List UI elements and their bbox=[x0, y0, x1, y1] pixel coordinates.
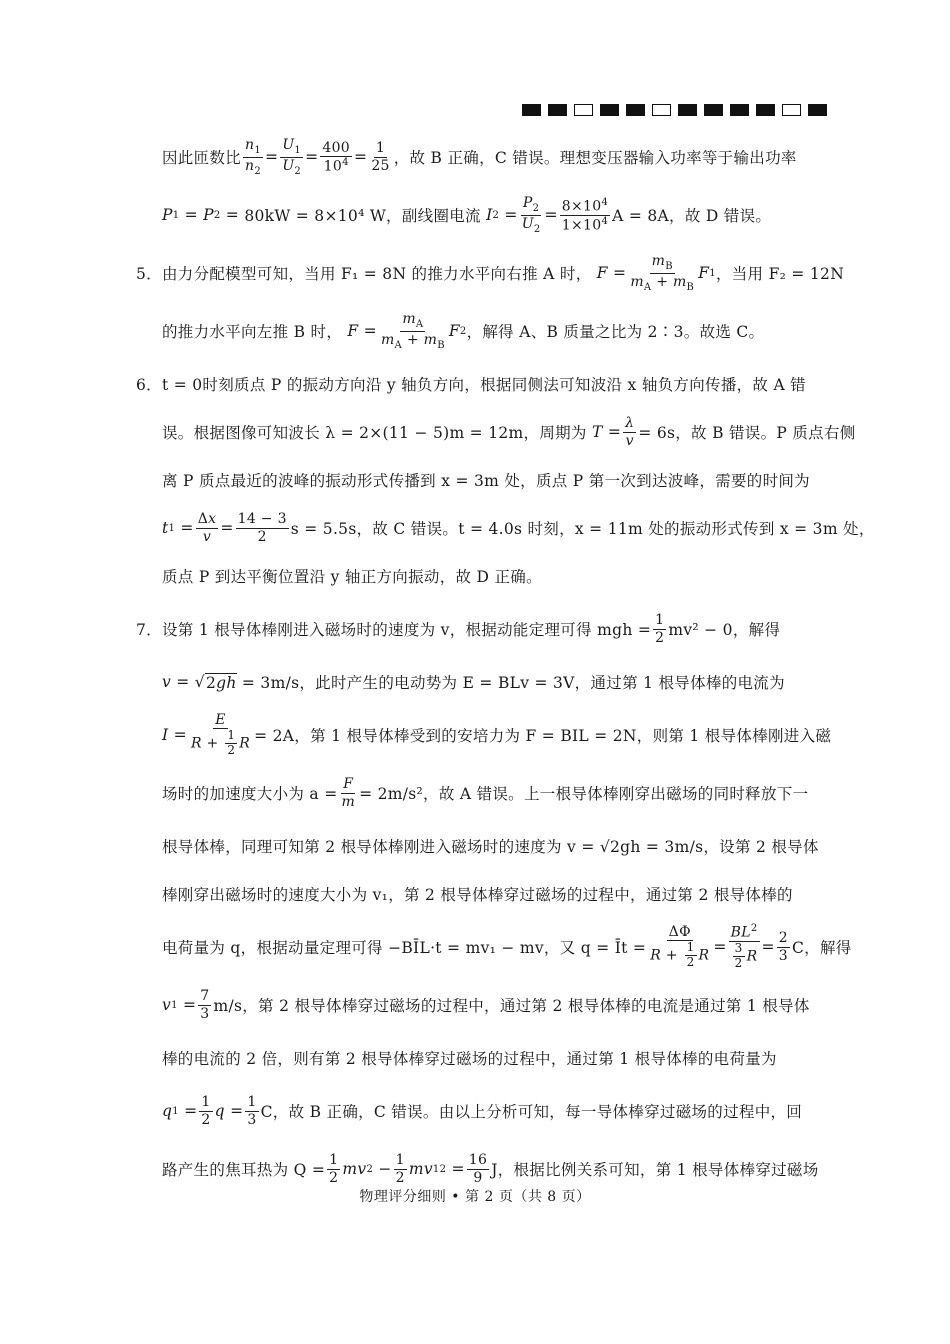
hollow-square-mark bbox=[574, 104, 593, 116]
text-line bbox=[136, 764, 816, 822]
answer-4-continued bbox=[136, 128, 816, 244]
text-line: P 1 = P 2 = 80kW = 8×10⁴ W，副线圈电流 I 2 = $\frac{P_2}{U_2}$ = $\frac{8\times 10^4}{1\times 10^4}$ A = 8A，故 D 错误。 bbox=[162, 195, 772, 235]
formula: $\frac{n_1}{n_2}$ bbox=[245, 137, 262, 177]
text-segment: C，解得 bbox=[792, 939, 852, 957]
formula: $\frac{\Delta x}{v}$ bbox=[197, 511, 217, 545]
formula: $\frac{1}{3}$ bbox=[247, 1094, 257, 1128]
text-line: 因此匝数比 $\frac{n_1}{n_2}$ = $\frac{U_1}{U_2}$ = $\frac{400}{10^4}$ = $\frac{1}{25}$ ，故 B 正确，C 错误。理想变压器输入功率等于输出功率 bbox=[162, 137, 797, 177]
text-segment: 80kW = 8×10⁴ W，副线圈电流 bbox=[244, 207, 481, 225]
text-segment: ，故 B 正确，C 错误。理想变压器输入功率等于输出功率 bbox=[393, 149, 797, 167]
text-line: 路产生的焦耳热为 Q = $\frac{1}{2}$ mv 2 − $\frac{1}{2}$ mv 1 2 = $\frac{16}{9}$ J，根据比例关系可知，第 1 根导体棒穿过磁场 bbox=[162, 1152, 819, 1186]
text-line bbox=[136, 552, 816, 600]
text-line: 误。根据图像可知波长 λ = 2×(11 − 5)m = 12m，周期为 T = $\frac{\lambda}{v}$ = 6s，故 B 错误。P 质点右侧 bbox=[162, 415, 856, 449]
question-number: 5． bbox=[136, 265, 162, 283]
text-line: I = E R + $\frac{1}{2}$ R = 2A，第 1 根导体棒受到的安培力为 F = BIL = 2N，则第 1 根导体棒刚进入磁 bbox=[162, 712, 832, 758]
text-segment: = 6s，故 B 错误。P 质点右侧 bbox=[638, 424, 856, 442]
formula: $BL^2$ $\frac{3}{2}$ R bbox=[730, 923, 758, 970]
text-segment: 由力分配模型可知，当用 F₁ = 8N 的推力水平向右推 A 时， bbox=[161, 265, 592, 283]
text-segment: m/s，第 2 根导体棒穿过磁场的过程中，通过第 2 根导体棒的电流是通过第 1 根导体 bbox=[213, 997, 810, 1015]
text-line: 5． 由力分配模型可知，当用 F₁ = 8N 的推力水平向右推 A 时， F = $\frac{m_B}{m_A + m_B}$ F 1 ，当用 F₂ = 12N bbox=[136, 253, 845, 293]
text-segment: A = 8A，故 D 错误。 bbox=[612, 207, 772, 225]
formula: $\frac{14 - 3}{2}$ bbox=[237, 511, 287, 545]
text-segment: 设第 1 根导体棒刚进入磁场时的速度为 v，根据动能定理可得 mgh = bbox=[162, 621, 652, 639]
text-segment: C，故 B 正确，C 错误。由以上分析可知，每一导体棒穿过磁场的过程中，回 bbox=[260, 1103, 803, 1121]
text-segment: = 3m/s，此时产生的电动势为 E = BLv = 3V，通过第 1 根导体棒的电流为 bbox=[241, 674, 785, 692]
text-segment: = 2m/s²，故 A 错误。上一根导体棒刚穿出磁场的同时释放下一 bbox=[359, 785, 809, 803]
answer-6 bbox=[136, 360, 875, 600]
formula: ΔΦ R + $\frac{1}{2}$ R bbox=[650, 924, 710, 970]
text-line bbox=[136, 1034, 816, 1082]
formula: $\frac{m_A}{m_A + m_B}$ bbox=[380, 311, 445, 351]
formula: $\frac{7}{3}$ bbox=[200, 988, 210, 1022]
answer-7 bbox=[136, 600, 852, 1198]
text-line: q 1 = $\frac{1}{2}$ q = $\frac{1}{3}$ C，故 B 正确，C 错误。由以上分析可知，每一导体棒穿过磁场的过程中，回 bbox=[162, 1094, 803, 1128]
answer-5 bbox=[136, 244, 845, 360]
formula: $\frac{8\times 10^4}{1\times 10^4}$ bbox=[561, 196, 609, 234]
hollow-square-mark bbox=[782, 104, 801, 116]
text-line bbox=[136, 360, 816, 408]
formula: $\frac{U_1}{U_2}$ bbox=[282, 137, 302, 177]
formula: $\frac{1}{2}$ bbox=[655, 612, 665, 646]
formula: $\frac{F}{m}$ bbox=[341, 776, 356, 810]
text-line bbox=[136, 870, 816, 918]
text-line: v 1 = $\frac{7}{3}$ m/s，第 2 根导体棒穿过磁场的过程中，通过第 2 根导体棒的电流是通过第 1 根导体 bbox=[162, 988, 810, 1022]
filled-square-mark bbox=[522, 104, 541, 116]
page-content bbox=[136, 128, 875, 1198]
text-line bbox=[136, 600, 816, 658]
formula: $\frac{2}{3}$ bbox=[778, 930, 789, 964]
filled-square-mark bbox=[756, 104, 775, 116]
text-segment: = 2A，第 1 根导体棒受到的安培力为 F = BIL = 2N，则第 1 根导体棒刚进入磁 bbox=[254, 727, 832, 745]
question-number: 6． bbox=[136, 376, 162, 394]
text-segment: 棒刚穿出磁场时的速度大小为 v₁，第 2 根导体棒穿过磁场的过程中，通过第 2 根导体棒的 bbox=[162, 886, 793, 904]
formula: $\frac{16}{9}$ bbox=[468, 1152, 488, 1186]
text-segment: 根导体棒，同理可知第 2 根导体棒刚进入磁场时的速度为 v = √2gh = 3m/s，设第 2 根导体 bbox=[162, 838, 819, 856]
filled-square-mark bbox=[548, 104, 567, 116]
text-segment: ，解得 A、B 质量之比为 2∶3。故选 C。 bbox=[466, 323, 765, 341]
formula: $\frac{P_2}{U_2}$ bbox=[521, 195, 541, 235]
text-segment: s = 5.5s，故 C 错误。t = 4.0s 时刻，x = 11m 处的振动形式传到 x = 3m 处， bbox=[290, 520, 875, 538]
text-segment: mv² − 0，解得 bbox=[668, 621, 781, 639]
text-segment: 因此匝数比 bbox=[162, 149, 242, 167]
text-segment: 质点 P 到达平衡位置沿 y 轴正方向振动，故 D 正确。 bbox=[162, 568, 542, 586]
filled-square-mark bbox=[626, 104, 645, 116]
filled-square-mark bbox=[600, 104, 619, 116]
formula: $\frac{1}{2}$ bbox=[201, 1094, 211, 1128]
text-line bbox=[136, 822, 819, 870]
filled-square-mark bbox=[704, 104, 723, 116]
text-segment: 误。根据图像可知波长 λ = 2×(11 − 5)m = 12m，周期为 bbox=[162, 424, 587, 442]
formula: $\frac{\lambda}{v}$ bbox=[625, 415, 635, 449]
question-number: 7． bbox=[136, 621, 162, 639]
text-segment: 的推力水平向左推 B 时， bbox=[162, 323, 343, 341]
formula: $\frac{m_B}{m_A + m_B}$ bbox=[630, 253, 695, 293]
formula: E R + $\frac{1}{2}$ R bbox=[190, 712, 251, 758]
filled-square-mark bbox=[678, 104, 697, 116]
text-line: 电荷量为 q，根据动量定理可得 −BĪL·t = mv₁ − mv，又 q = Īt = ΔΦ R + $\frac{1}{2}$ R = $BL^2$ $\frac{3}{2}$ R = $\frac{2}{3}$ C，解得 bbox=[162, 923, 852, 970]
text-segment: 棒的电流的 2 倍，则有第 2 根导体棒穿过磁场的过程中，通过第 1 根导体棒的电荷量为 bbox=[162, 1050, 777, 1068]
text-segment: 电荷量为 q，根据动量定理可得 −BĪL·t = mv₁ − mv，又 q = Īt = bbox=[162, 939, 647, 957]
text-segment: 路产生的焦耳热为 Q = bbox=[162, 1161, 326, 1179]
formula: $\frac{400}{10^4}$ bbox=[322, 139, 351, 175]
filled-square-mark bbox=[808, 104, 827, 116]
text-segment: 离 P 质点最近的波峰的振动形式传播到 x = 3m 处，质点 P 第一次到达波峰，需要的时间为 bbox=[162, 472, 810, 490]
hollow-square-mark bbox=[652, 104, 671, 116]
text-segment: 场时的加速度大小为 a = bbox=[162, 785, 338, 803]
text-line: v = √ 2gh = 3m/s，此时产生的电动势为 E = BLv = 3V，通过第 1 根导体棒的电流为 bbox=[162, 673, 785, 692]
text-line: t 1 = $\frac{\Delta x}{v}$ = $\frac{14 - 3}{2}$ s = 5.5s，故 C 错误。t = 4.0s 时刻，x = 11m 处的振动形式传到 x = 3m 处， bbox=[162, 511, 875, 545]
text-line: 的推力水平向左推 B 时， F = $\frac{m_A}{m_A + m_B}$ F 2 ，解得 A、B 质量之比为 2∶3。故选 C。 bbox=[162, 311, 765, 351]
formula: $\frac{1}{2}$ bbox=[329, 1152, 339, 1186]
filled-square-mark bbox=[730, 104, 749, 116]
formula: $\frac{1}{25}$ bbox=[371, 140, 390, 174]
page-footer: 物理评分细则 • 第 2 页（共 8 页） bbox=[359, 1189, 591, 1205]
text-segment: ，当用 F₂ = 12N bbox=[715, 265, 845, 283]
header-marks bbox=[522, 104, 827, 116]
text-segment: t = 0时刻质点 P 的振动方向沿 y 轴负方向，根据同侧法可知波沿 x 轴负方向传播，故 A 错 bbox=[162, 376, 806, 394]
text-line bbox=[136, 456, 816, 504]
text-segment: J，根据比例关系可知，第 1 根导体棒穿过磁场 bbox=[491, 1161, 819, 1179]
formula: $\frac{1}{2}$ bbox=[395, 1152, 405, 1186]
